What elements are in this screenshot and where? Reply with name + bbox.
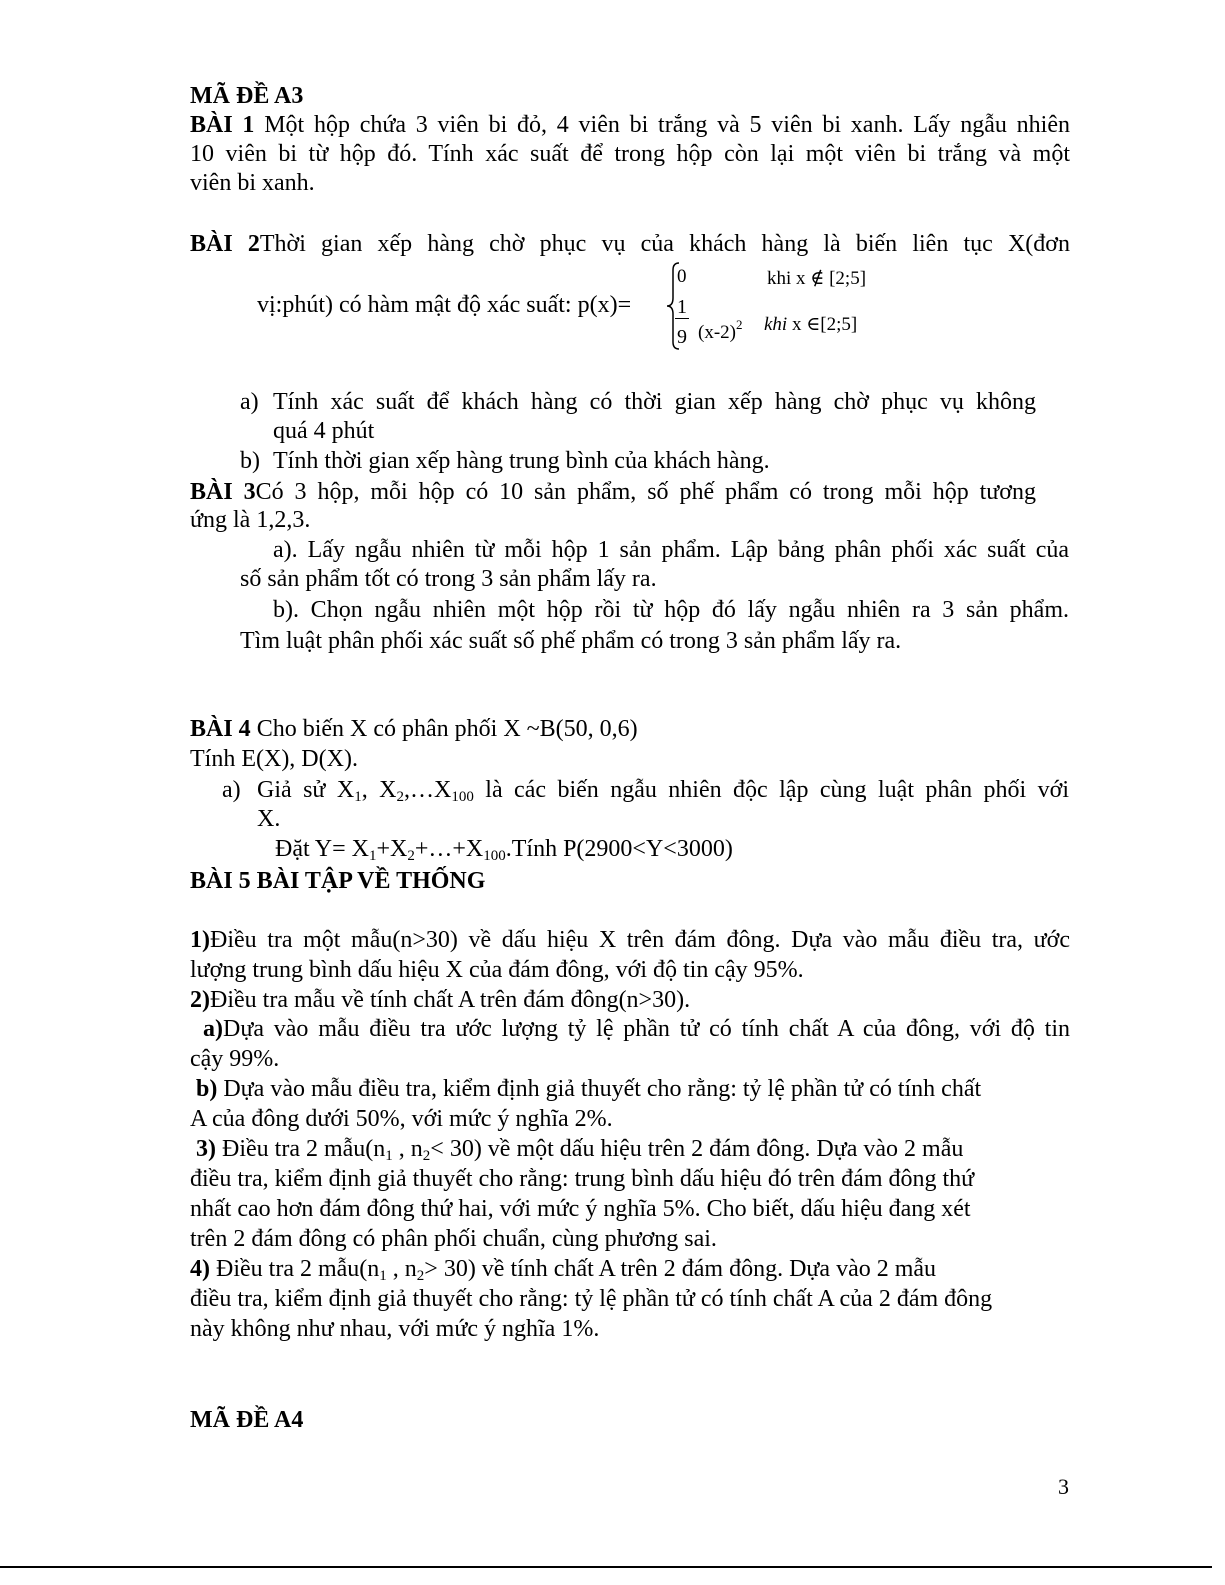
bai3-b-line-2: Tìm luật phân phối xác suất số phế phẩm có trong 3 sản phẩm lấy ra.: [240, 628, 902, 654]
fraction-bar: [675, 318, 689, 319]
bai4-define-y: Đặt $Y= X_1+X_2+\dots+X_{100}.Tính$ P(2900<Y<3000): [275, 836, 733, 864]
bai2-a-line-1: Tính xác suất để khách hàng có thời gian xếp hàng chờ phục vụ không: [273, 389, 1036, 415]
bai3-line-2: ứng là 1,2,3.: [190, 507, 311, 533]
bai3-b-line-1: b). Chọn ngẫu nhiên một hộp rồi từ hộp đó lấy ngẫu nhiên ra 3 sản phẩm.: [273, 597, 1069, 623]
bai4-a-line-2: X.: [257, 806, 281, 832]
bai5-q3-line-4: trên 2 đám đông có phân phối chuẩn, cùng phương sai.: [190, 1226, 717, 1252]
bai5-q2b-line-2: A của đông dưới 50%, với mức ý nghĩa 2%.: [190, 1106, 613, 1132]
case1-condition: khi x ∉ [2;5]: [767, 268, 867, 289]
bottom-rule: [0, 1566, 1212, 1568]
exam-code-a4: MÃ ĐỀ A4: [190, 1407, 304, 1433]
bai5-q4-line-1: 4) Điều tra 2 $mẫu(n_1$ , $n_2> 30$) về tính chất A trên 2 đám đông. Dựa vào 2 mẫu: [190, 1256, 937, 1284]
bai2-b-text: Tính thời gian xếp hàng trung bình của khách hàng.: [273, 448, 770, 474]
bai3-a-line-2: số sản phẩm tốt có trong 3 sản phẩm lấy ra.: [240, 566, 657, 592]
bai5-q4-line-2: điều tra, kiểm định giả thuyết cho rằng: tỷ lệ phần tử có tính chất A của 2 đám đông: [190, 1286, 993, 1312]
bai2-b-marker: b): [240, 448, 260, 474]
bai5-q1-line-1: 1)Điều tra một mẫu(n>30) về dấu hiệu X trên đám đông. Dựa vào mẫu điều tra, ước: [190, 927, 1070, 953]
bai5-q3-line-3: nhất cao hơn đám đông thứ hai, với mức ý nghĩa 5%. Cho biết, dấu hiệu đang xét: [190, 1196, 971, 1222]
bai5-q3-line-2: điều tra, kiểm định giả thuyết cho rằng: trung bình dấu hiệu đó trên đám đông thứ: [190, 1166, 975, 1192]
case2-expression: $(x-2)^2$: [698, 317, 743, 343]
bai5-heading: BÀI 5 BÀI TẬP VỀ THỐNG: [190, 868, 486, 894]
bai5-q2b-line-1: b) Dựa vào mẫu điều tra, kiểm định giả thuyết cho rằng: tỷ lệ phần tử có tính chất: [196, 1076, 982, 1102]
bai5-q3-line-1: 3) Điều tra 2 $mẫu(n_1$ , $n_2< 30$) về một dấu hiệu trên 2 đám đông. Dựa vào 2 mẫu: [196, 1136, 964, 1164]
bai5-q2-line-1: 2)Điều tra mẫu về tính chất A trên đám đông(n>30).: [190, 987, 691, 1013]
bai5-q2a-line-2: cậy 99%.: [190, 1046, 280, 1072]
bai5-q2a-line-1: a)Dựa vào mẫu điều tra ước lượng tỷ lệ phần tử có tính chất A của đông, với độ tin: [203, 1016, 1070, 1042]
bai1-line-1: BÀI 1 Một hộp chứa 3 viên bi đỏ, 4 viên bi trắng và 5 viên bi xanh. Lấy ngẫu nhiên: [190, 112, 1071, 138]
case2-condition: khi x ∈[2;5]: [764, 314, 858, 335]
bai5-q4-line-3: này không như nhau, với mức ý nghĩa 1%.: [190, 1316, 600, 1342]
bai2-a-marker: a): [240, 389, 259, 415]
bai5-q1-line-2: lượng trung bình dấu hiệu X của đám đông, với độ tin cậy 95%.: [190, 957, 804, 983]
bai3-line-1: BÀI 3Có 3 hộp, mỗi hộp có 10 sản phẩm, số phế phẩm có trong mỗi hộp tương: [190, 479, 1036, 505]
bai2-line-1: BÀI 2Thời gian xếp hàng chờ phục vụ của khách hàng là biến liên tục X(đơn: [190, 231, 1070, 257]
fraction-numerator: 1: [677, 296, 687, 318]
fraction-denominator: 9: [677, 326, 687, 348]
case1-value: 0: [677, 266, 687, 287]
bai2-density-lead: vị:phút) có hàm mật độ xác suất: p(x)=: [257, 292, 632, 318]
page-number: 3: [1058, 1474, 1069, 1499]
bai4-line-1: BÀI 4 Cho biến X có phân phối X ~B(50, 0,6): [190, 716, 638, 742]
bai1-line-3: viên bi xanh.: [190, 170, 315, 196]
exam-code-a3: MÃ ĐỀ A3: [190, 83, 304, 109]
bai2-a-line-2: quá 4 phút: [273, 418, 375, 444]
bai4-a-marker: a): [222, 777, 241, 803]
bai4-a-line-1: Giả sử $X_1$, $X_2,\dots X_{100}$ là các biến ngẫu nhiên độc lập cùng luật phân phối với: [257, 777, 1069, 805]
bai1-line-2: 10 viên bi từ hộp đó. Tính xác suất để trong hộp còn lại một viên bi trắng và một: [190, 141, 1070, 167]
bai3-a-line-1: a). Lấy ngẫu nhiên từ mỗi hộp 1 sản phẩm. Lập bảng phân phối xác suất của: [273, 537, 1069, 563]
bai4-line-2: Tính E(X), D(X).: [190, 746, 358, 772]
